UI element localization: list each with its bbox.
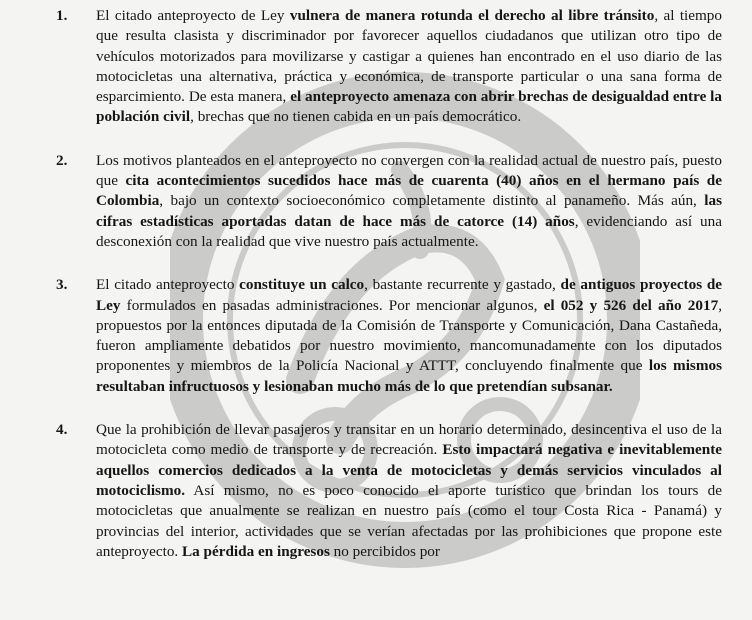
bold-text: el 052 y 526 del año 2017 [543, 296, 719, 314]
item-number: 4. [56, 421, 68, 439]
body-text: no percibidos por [329, 542, 440, 560]
item-number: 3. [56, 276, 68, 294]
bold-text: constituye un calco [239, 276, 365, 294]
body-text: Los motivos planteados en el anteproyecto no convergen con la realidad actual de nuestro país, puesto que [96, 151, 722, 190]
body-text: , bastante recurrente y gastado, [364, 276, 561, 294]
item-paragraph [96, 275, 722, 397]
body-text: , propuestos por la entonces diputada de la Comisión de Transporte y Comunicación, Dana Castañeda, fueron ampliamente debatidos por nuestro movimiento, mancomunadamente con los diputados proponentes y miembros de la Policía Nacional y ATTT, concluyendo finalmente que [96, 296, 722, 375]
bold-text: de antiguos proyectos de Ley [96, 276, 723, 314]
bold-text: Esto impactará negativa e inevitablemente aquellos comercios dedicados a la venta de motocicletas y demás servicios vinculados al motociclismo. [96, 441, 723, 499]
bold-text: vulnera de manera rotunda el derecho al libre tránsito [289, 7, 655, 24]
list-item [56, 275, 722, 397]
body-text: El citado anteproyecto [96, 276, 240, 294]
body-text: , bajo un contexto socioeconómico completamente distinto al panameño. Más aún, [159, 192, 705, 210]
list-item [56, 420, 722, 562]
list-item [56, 6, 722, 128]
item-number: 1. [56, 7, 68, 24]
body-text: El citado anteproyecto de Ley [96, 7, 290, 24]
body-text: , al tiempo que resulta clasista y discriminador por favorecer aquellos ciudadanos que utilizan otro tipo de vehículos motorizados para movilizarse y castigar a quienes han encontrado en el uso diario de las motocicletas una alternativa, práctica y económica, de transporte particular o una sana forma de esparcimiento. De esta manera, [96, 7, 722, 106]
body-text: Así mismo, no es poco conocido el aporte turístico que brindan los tours de motocicletas que anualmente se realizan en nuestro país (como el tour Costa Rica - Panamá) y provincias del interior, actividades que se verían afectadas por las prohibiciones que propone este anteproyecto. [96, 481, 722, 560]
numbered-list [56, 6, 722, 585]
bold-text: cita acontecimientos sucedidos hace más de cuarenta (40) años en el hermano país de Colombia [96, 172, 722, 210]
bold-text: La pérdida en ingresos [182, 542, 330, 560]
item-paragraph [96, 6, 722, 128]
item-number: 2. [56, 151, 68, 169]
body-text: Que la prohibición de llevar pasajeros y transitar en un horario determinado, desincentiva el uso de la motocicleta como medio de transporte y de recreación. [96, 421, 722, 459]
body-text: , brechas que no tienen cabida en un país democrático. [190, 108, 522, 126]
bold-text: el anteproyecto amenaza con abrir brechas de desigualdad entre la población civil [96, 88, 722, 126]
bold-text: los mismos resultaban infructuosos y lesionaban mucho más de lo que pretendían subsanar. [96, 357, 722, 395]
body-text: , evidenciando así una desconexión con la realidad que vive nuestro país actualmente. [96, 212, 722, 250]
body-text: formulados en pasadas administraciones. Por mencionar algunos, [120, 296, 544, 314]
list-item [56, 151, 722, 252]
item-paragraph [96, 151, 722, 252]
bold-text: las cifras estadísticas aportadas datan de hace más de catorce (14) años [96, 192, 722, 230]
item-paragraph [96, 420, 722, 562]
